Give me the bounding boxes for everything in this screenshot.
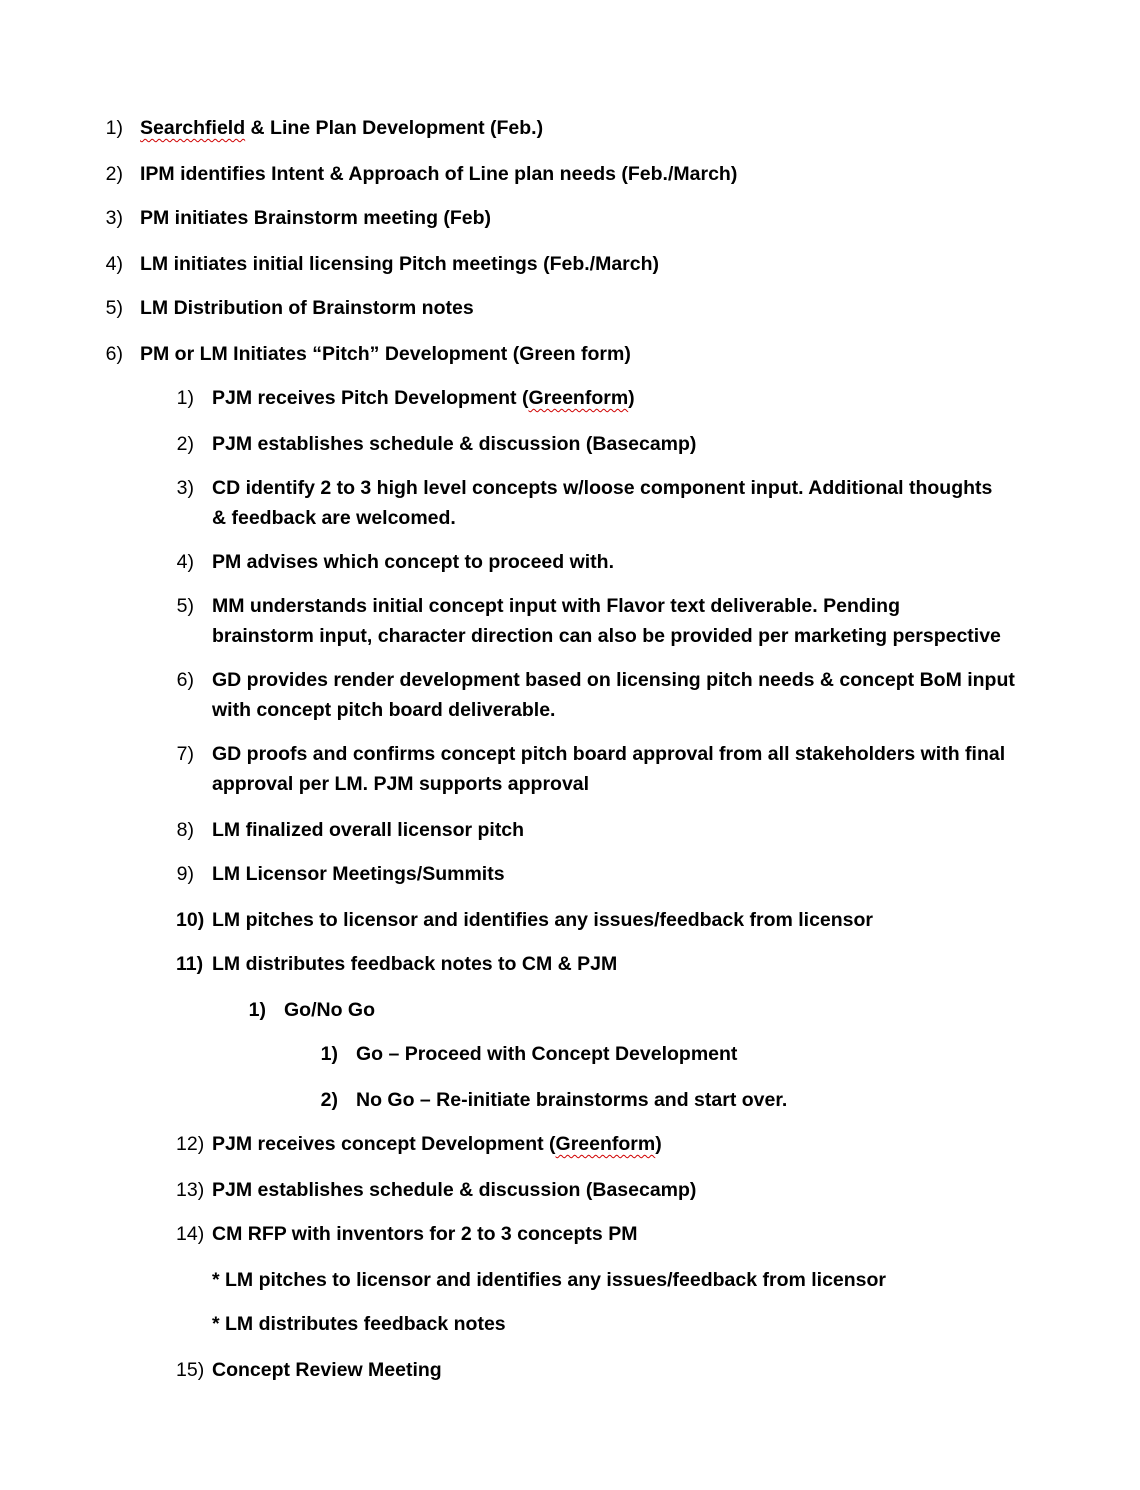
list-number: 12) [176,1133,205,1155]
list-text: PJM establishes schedule & discussion (Basecamp) [212,1179,697,1201]
list-number: 2) [176,433,194,455]
list-text-line-1: GD provides render development based on licensing pitch needs & concept BoM input [212,669,1015,691]
list-number: 3) [176,477,194,499]
list-text: PM advises which concept to proceed with. [212,551,614,573]
list-number: 1) [105,117,123,139]
list-text: No Go – Re-initiate brainstorms and start over. [356,1089,788,1111]
list-number: 2) [105,163,123,185]
list-text-rest: & Line Plan Development (Feb.) [245,117,544,139]
list-text: PM initiates Brainstorm meeting (Feb) [140,207,492,229]
list-text: Concept Review Meeting [212,1359,442,1381]
list-number: 6) [176,669,194,691]
list-text-pre: PJM receives concept Development ( [212,1133,556,1155]
list-text [212,383,635,413]
spellcheck-word: Greenform [528,387,629,409]
list-number: 2) [320,1089,338,1111]
list-text: LM pitches to licensor and identifies any issues/feedback from licensor [212,909,874,931]
list-text-rest: ) [628,387,635,409]
list-number: 1) [176,387,194,409]
list-text [212,1129,662,1159]
list-number: 10) [176,909,205,931]
list-text: Go/No Go [284,999,375,1021]
list-number: 4) [176,551,194,573]
list-text: LM Distribution of Brainstorm notes [140,297,474,319]
list-number: 7) [176,743,194,765]
list-text: IPM identifies Intent & Approach of Line plan needs (Feb./March) [140,163,738,185]
list-text: LM initiates initial licensing Pitch meetings (Feb./March) [140,253,659,275]
list-number: 8) [176,819,194,841]
list-number: 5) [176,595,194,617]
list-text [140,113,543,143]
list-text-line-1: MM understands initial concept input with Flavor text deliverable. Pending [212,595,901,617]
list-number: 6) [105,343,123,365]
list-text-line-2: & feedback are welcomed. [212,507,456,529]
list-text: PM or LM Initiates “Pitch” Development (Green form) [140,343,631,365]
list-text: CM RFP with inventors for 2 to 3 concepts PM [212,1223,638,1245]
list-text: Go – Proceed with Concept Development [356,1043,738,1065]
list-text-line-1: GD proofs and confirms concept pitch board approval from all stakeholders with final [212,743,1006,765]
list-number: 15) [176,1359,205,1381]
list-number: 5) [105,297,123,319]
list-text: LM Licensor Meetings/Summits [212,863,505,885]
list-text-line-2: approval per LM. PJM supports approval [212,773,590,795]
list-text-line-2: with concept pitch board deliverable. [212,699,556,721]
list-text: PJM establishes schedule & discussion (Basecamp) [212,433,697,455]
list-text: * LM distributes feedback notes [212,1313,506,1335]
list-text: LM distributes feedback notes to CM & PJM [212,953,618,975]
spellcheck-word: Searchfield [140,117,246,139]
list-number: 1) [248,999,266,1021]
list-number: 11) [176,953,204,975]
spellcheck-word: Greenform [555,1133,656,1155]
list-text-line-2: brainstorm input, character direction can also be provided per marketing perspective [212,625,1001,647]
list-text: LM finalized overall licensor pitch [212,819,525,841]
list-text-rest: ) [655,1133,662,1155]
list-text-pre: PJM receives Pitch Development ( [212,387,529,409]
list-number: 13) [176,1179,205,1201]
list-number: 1) [320,1043,338,1065]
list-text-line-1: CD identify 2 to 3 high level concepts w/loose component input. Additional thoughts [212,477,993,499]
list-number: 3) [105,207,123,229]
list-number: 14) [176,1223,205,1245]
list-text: * LM pitches to licensor and identifies any issues/feedback from licensor [212,1269,887,1291]
list-number: 4) [105,253,123,275]
list-number: 9) [176,863,194,885]
